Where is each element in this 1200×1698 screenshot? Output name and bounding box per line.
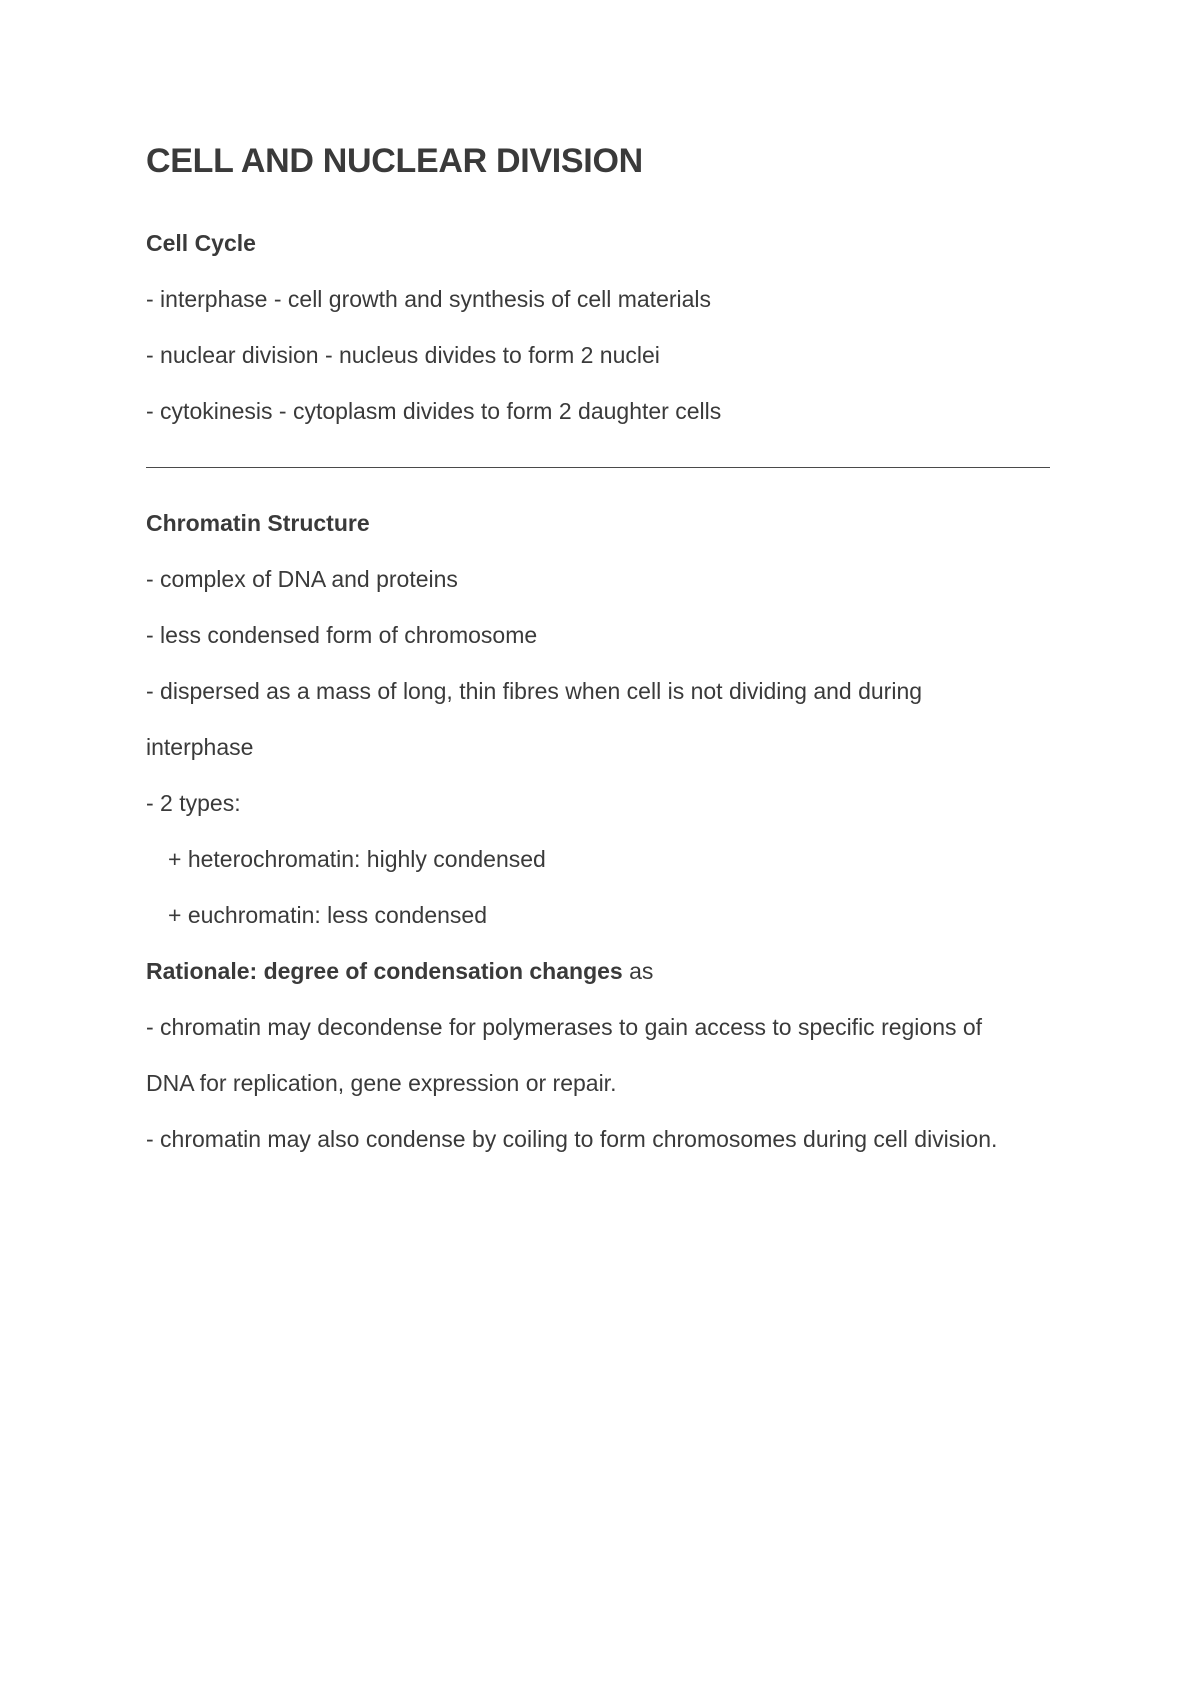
document-title: CELL AND NUCLEAR DIVISION bbox=[146, 142, 643, 180]
chromatin-item: - 2 types: bbox=[146, 790, 241, 816]
rationale-item-continuation: DNA for replication, gene expression or repair. bbox=[146, 1070, 617, 1096]
section-heading-cell-cycle: Cell Cycle bbox=[146, 230, 256, 256]
section-divider bbox=[146, 467, 1050, 468]
section-heading-chromatin-structure: Chromatin Structure bbox=[146, 510, 370, 536]
chromatin-type-item: + euchromatin: less condensed bbox=[168, 902, 488, 928]
chromatin-item: - less condensed form of chromosome bbox=[146, 622, 538, 648]
chromatin-item: - dispersed as a mass of long, thin fibres when cell is not dividing and during bbox=[146, 678, 923, 704]
cell-cycle-item: - cytokinesis - cytoplasm divides to form 2 daughter cells bbox=[146, 398, 722, 424]
chromatin-type-item: + heterochromatin: highly condensed bbox=[168, 846, 546, 872]
rationale-item: - chromatin may also condense by coiling to form chromosomes during cell division. bbox=[146, 1126, 998, 1152]
cell-cycle-item: - nuclear division - nucleus divides to form 2 nuclei bbox=[146, 342, 660, 368]
chromatin-item: - complex of DNA and proteins bbox=[146, 566, 458, 592]
rationale-item: - chromatin may decondense for polymerases to gain access to specific regions of bbox=[146, 1014, 983, 1040]
rationale-line bbox=[146, 956, 653, 986]
rationale-label: Rationale: degree of condensation changes bbox=[146, 958, 623, 984]
cell-cycle-item: - interphase - cell growth and synthesis of cell materials bbox=[146, 286, 712, 312]
rationale-suffix: as bbox=[622, 958, 654, 984]
chromatin-item-continuation: interphase bbox=[146, 734, 254, 760]
